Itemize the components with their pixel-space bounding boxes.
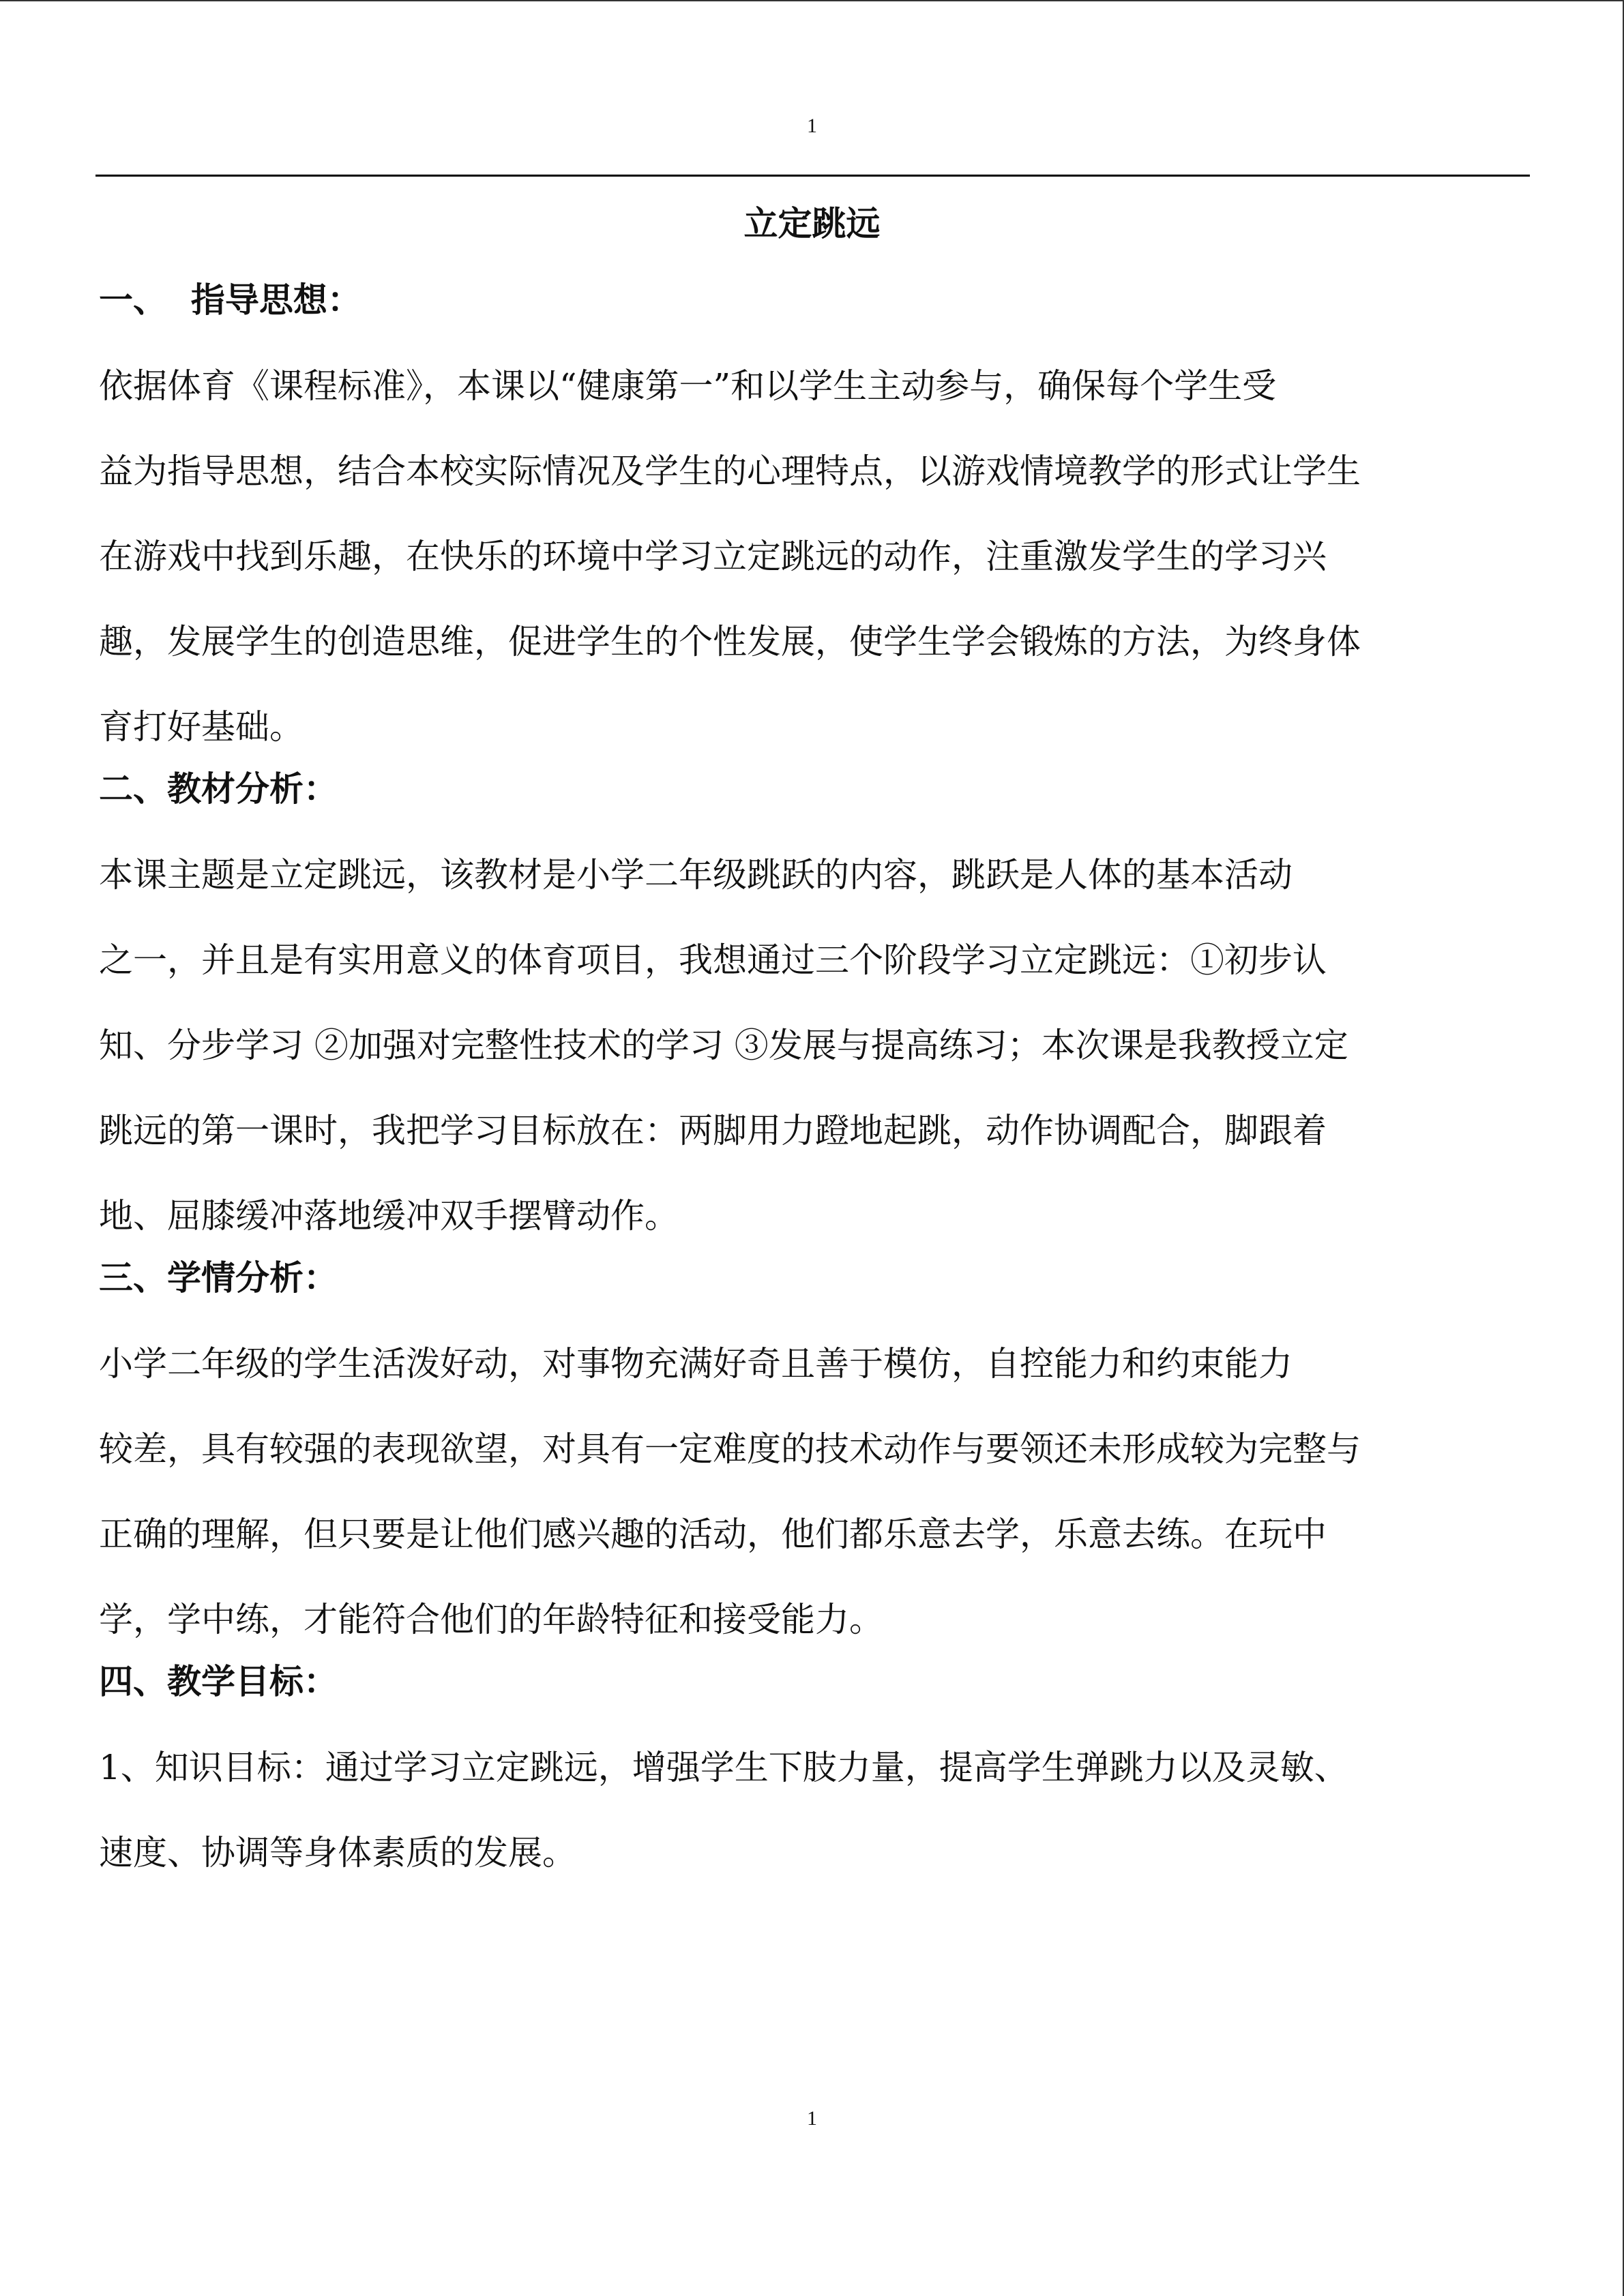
section-paragraph bbox=[99, 833, 1524, 1259]
paragraph-line: 跳远的第一课时，我把学习目标放在：两脚用力蹬地起跳，动作协调配合，脚跟着 bbox=[99, 1111, 1327, 1150]
section-learner-analysis bbox=[99, 1256, 1524, 1663]
header-rule bbox=[95, 175, 1530, 177]
section-teaching-goals bbox=[99, 1660, 1524, 1896]
document-body bbox=[99, 278, 1524, 1893]
document-title: 立定跳远 bbox=[743, 204, 881, 243]
section-paragraph bbox=[99, 1725, 1524, 1896]
section-paragraph bbox=[99, 1322, 1524, 1663]
footer-page-number: 1 bbox=[807, 2107, 817, 2130]
paragraph-line: 正确的理解，但只要是让他们感兴趣的活动，他们都乐意去学，乐意去练。在玩中 bbox=[99, 1515, 1327, 1554]
paragraph-line: 育打好基础。 bbox=[99, 707, 304, 747]
section-heading: 三、学情分析： bbox=[99, 1258, 338, 1298]
page-border-top bbox=[0, 0, 1624, 1]
section-paragraph bbox=[99, 344, 1524, 770]
paragraph-line: 依据体育《课程标准》，本课以“健康第一”和以学生主动参与，确保每个学生受 bbox=[99, 366, 1277, 406]
paragraph-line: 地、屈膝缓冲落地缓冲双手摆臂动作。 bbox=[99, 1196, 679, 1236]
paragraph-line: 较差，具有较强的表现欲望，对具有一定难度的技术动作与要领还未形成较为完整与 bbox=[99, 1429, 1361, 1469]
paragraph-line: 学，学中练，才能符合他们的年龄特征和接受能力。 bbox=[99, 1600, 883, 1639]
section-guiding-idea bbox=[99, 278, 1524, 770]
paragraph-line: 之一，并且是有实用意义的体育项目，我想通过三个阶段学习立定跳远：①初步认 bbox=[99, 940, 1327, 980]
paragraph-line: 益为指导思想，结合本校实际情况及学生的心理特点，以游戏情境教学的形式让学生 bbox=[99, 451, 1361, 491]
header-page-number: 1 bbox=[807, 115, 817, 137]
paragraph-line: 小学二年级的学生活泼好动，对事物充满好奇且善于模仿，自控能力和约束能力 bbox=[99, 1344, 1293, 1384]
section-material-analysis bbox=[99, 767, 1524, 1259]
paragraph-line: 1、知识目标：通过学习立定跳远，增强学生下肢力量，提高学生弹跳力以及灵敏、 bbox=[99, 1748, 1348, 1787]
section-heading: 一、 指导思想： bbox=[99, 280, 361, 320]
paragraph-line: 在游戏中找到乐趣，在快乐的环境中学习立定跳远的动作，注重激发学生的学习兴 bbox=[99, 537, 1327, 576]
paragraph-line: 趣，发展学生的创造思维，促进学生的个性发展，使学生学会锻炼的方法，为终身体 bbox=[99, 622, 1361, 661]
paragraph-line: 本课主题是立定跳远，该教材是小学二年级跳跃的内容，跳跃是人体的基本活动 bbox=[99, 855, 1293, 895]
paragraph-line: 知、分步学习 ②加强对完整性技术的学习 ③发展与提高练习；本次课是我教授立定 bbox=[99, 1026, 1348, 1065]
section-heading: 二、教材分析： bbox=[99, 769, 338, 809]
paragraph-line: 速度、协调等身体素质的发展。 bbox=[99, 1833, 576, 1873]
section-heading: 四、教学目标： bbox=[99, 1662, 338, 1701]
